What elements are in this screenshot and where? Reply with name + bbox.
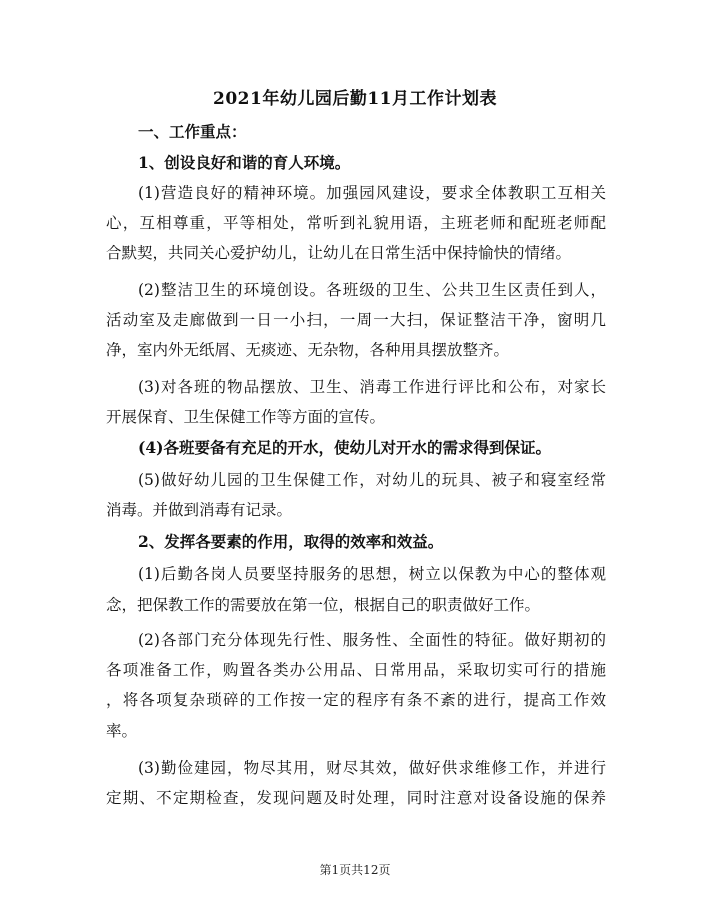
paragraph-line: 消毒。并做到消毒有记录。 <box>106 501 293 519</box>
paragraph-line: (3)勤俭建园，物尽其用，财尽其效，做好供求维修工作，并进行 <box>138 759 606 777</box>
paragraph-line: (5)做好幼儿园的卫生保健工作，对幼儿的玩具、被子和寝室经常 <box>138 471 606 489</box>
paragraph-line: 开展保育、卫生保健工作等方面的宣传。 <box>106 408 386 426</box>
section-heading-1: 一、工作重点： <box>138 122 247 141</box>
paragraph-line: (2)各部门充分体现先行性、服务性、全面性的特征。做好期初的 <box>138 631 606 649</box>
paragraph-line: 各项准备工作，购置各类办公用品、日常用品，采取切实可行的措施 <box>106 661 606 679</box>
paragraph-line: 念，把保教工作的需要放在第一位，根据自己的职责做好工作。 <box>106 596 541 614</box>
paragraph-line: (1)营造良好的精神环境。加强园风建设，要求全体教职工互相关 <box>138 184 606 202</box>
paragraph-line: ，将各项复杂琐碎的工作按一定的程序有条不紊的进行，提高工作效 <box>106 691 606 709</box>
paragraph-line: 净，室内外无纸屑、无痰迹、无杂物，各种用具摆放整齐。 <box>106 341 510 359</box>
paragraph-line: 心，互相尊重，平等相处，常听到礼貌用语，主班老师和配班老师配 <box>106 214 606 232</box>
paragraph-line: 定期、不定期检查，发现问题及时处理，同时注意对设备设施的保养 <box>106 789 606 807</box>
paragraph-line: (3)对各班的物品摆放、卫生、消毒工作进行评比和公布，对家长 <box>138 378 606 396</box>
paragraph-line: 率。 <box>106 722 138 740</box>
document-title: 2021年幼儿园后勤11月工作计划表 <box>213 89 497 109</box>
paragraph-line: 活动室及走廊做到一日一小扫，一周一大扫，保证整洁干净，窗明几 <box>106 311 606 329</box>
paragraph-line: (1)后勤各岗人员要坚持服务的思想，树立以保教为中心的整体观 <box>138 565 606 583</box>
subsection-heading-2: 2、发挥各要素的作用，取得的效率和效益。 <box>138 532 444 551</box>
page-footer: 第1页共12页 <box>319 863 391 877</box>
subsection-heading-1: 1、创设良好和谐的育人环境。 <box>138 153 351 172</box>
paragraph-line: (2)整洁卫生的环境创设。各班级的卫生、公共卫生区责任到人， <box>138 281 606 299</box>
paragraph-line-bold: (4)各班要备有充足的开水，使幼儿对开水的需求得到保证。 <box>138 438 551 457</box>
paragraph-line: 合默契，共同关心爱护幼儿，让幼儿在日常生活中保持愉快的情绪。 <box>106 244 572 262</box>
